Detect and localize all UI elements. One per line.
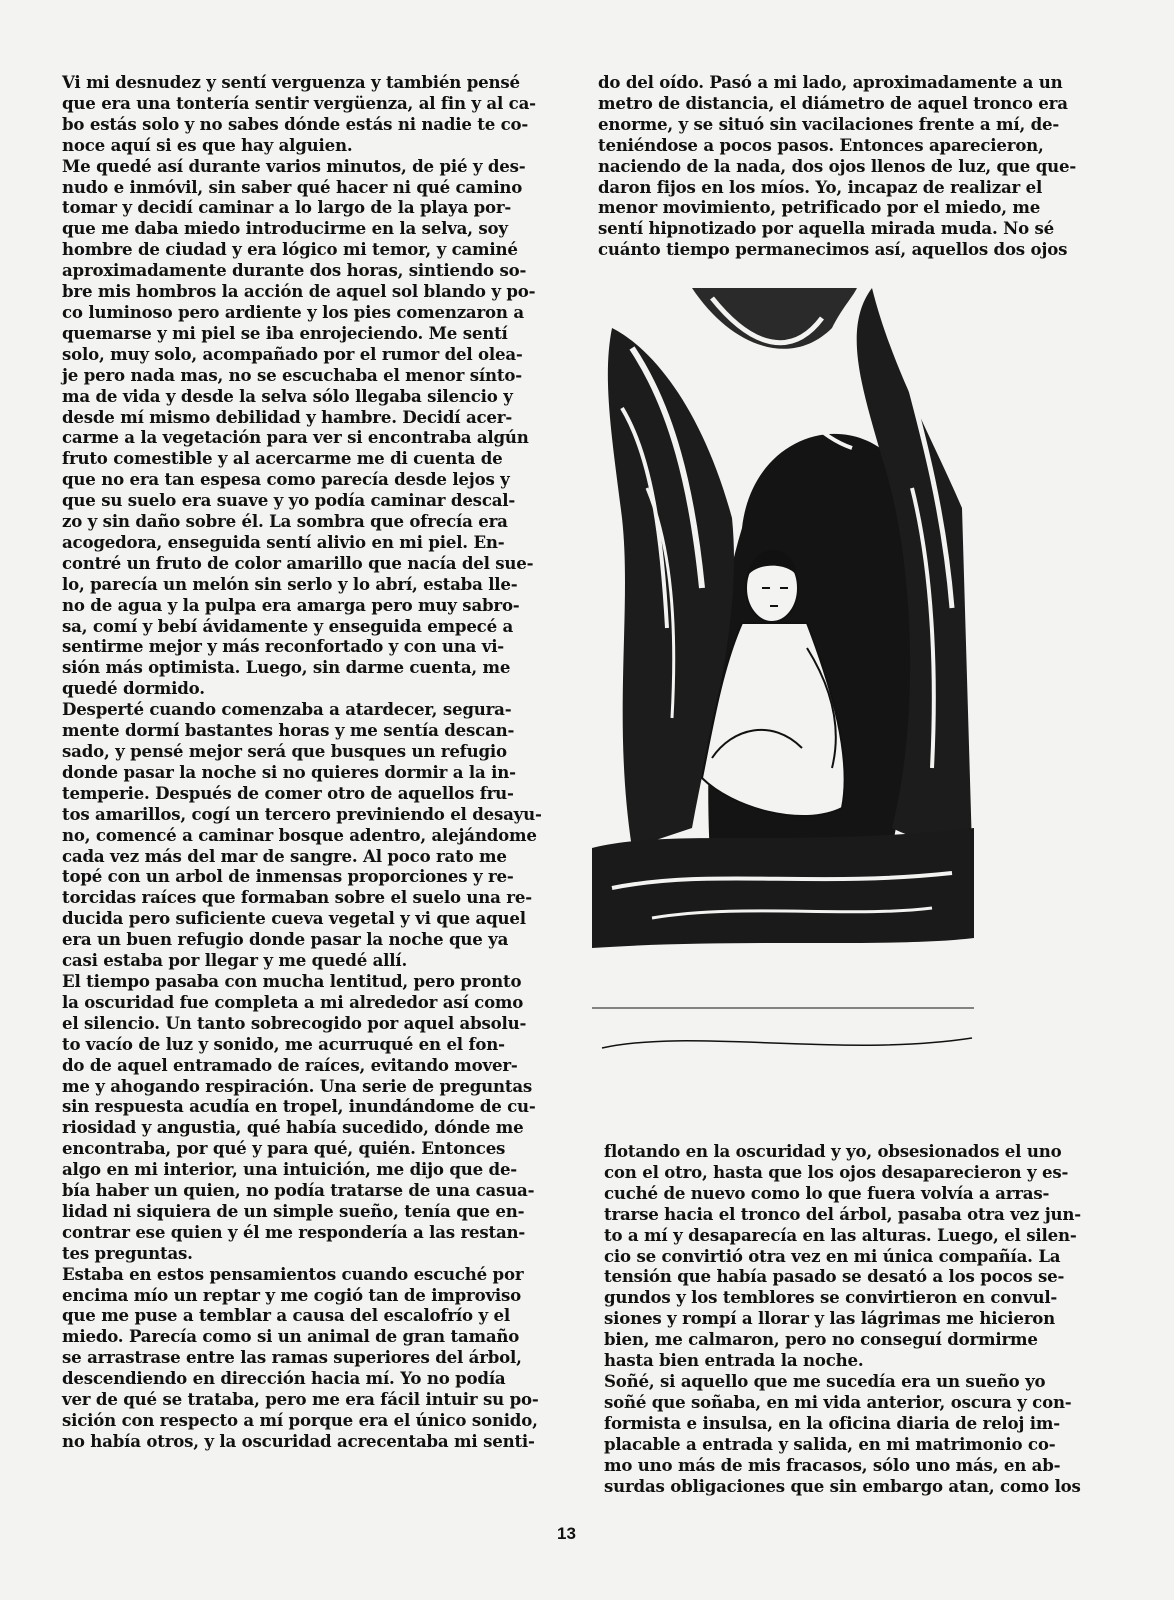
text-column-right-bottom — [604, 1141, 1081, 1496]
text-line: siones y rompí a llorar y las lágrimas me hicieron — [604, 1308, 1055, 1329]
text-line: gundos y los temblores se convirtieron en convul- — [604, 1287, 1058, 1308]
text-line: tensión que había pasado se desató a los pocos se- — [604, 1266, 1065, 1287]
page-number: 13 — [557, 1524, 576, 1543]
text-line: contrar ese quien y él me respondería a las restan- — [62, 1221, 526, 1242]
text-line: acogedora, enseguida sentí alivio en mi piel. En- — [62, 531, 505, 552]
text-line: ma de vida y desde la selva sólo llegaba silencio y — [62, 385, 513, 406]
text-line: bía haber un quien, no podía tratarse de una casua- — [62, 1180, 535, 1201]
text-line: mo uno más de mis fracasos, sólo uno más, en ab- — [604, 1454, 1061, 1475]
text-line: Desperté cuando comenzaba a atardecer, segura- — [62, 699, 512, 720]
text-line: sentirme mejor y más reconfortado y con una vi- — [62, 636, 504, 657]
text-line: formista e insulsa, en la oficina diaria de reloj im- — [604, 1412, 1060, 1433]
text-line: lo, parecía un melón sin serlo y lo abrí, estaba lle- — [62, 573, 518, 594]
text-line: casi estaba por llegar y me quedé allí. — [62, 950, 408, 971]
text-line: sición con respecto a mí porque era el único sonido, — [62, 1410, 538, 1430]
text-line: sin respuesta acudía en tropel, inundándome de cu- — [62, 1096, 536, 1117]
text-line: la oscuridad fue completa a mi alrededor así como — [62, 991, 524, 1012]
text-line: do del oído. Pasó a mi lado, aproximadamente a un — [598, 72, 1063, 92]
text-line: to vacío de luz y sonido, me acurruqué en el fon- — [62, 1033, 505, 1054]
text-line: flotando en la oscuridad y yo, obsesionados el uno — [604, 1141, 1062, 1161]
text-line: bo estás solo y no sabes dónde estás ni nadie te co- — [62, 113, 529, 134]
text-line: je pero nada mas, no se escuchaba el menor sínto- — [62, 364, 522, 385]
text-line: teniéndose a pocos pasos. Entonces aparecieron, — [598, 134, 1044, 155]
text-line: topé con un arbol de inmensas proporciones y re- — [62, 866, 514, 887]
text-line: algo en mi interior, una intuición, me dijo que de- — [62, 1159, 517, 1180]
text-line: menor movimiento, petrificado por el miedo, me — [598, 197, 1041, 218]
text-line: bien, me calmaron, pero no conseguí dormirme — [604, 1329, 1038, 1350]
text-line: tes preguntas. — [62, 1242, 193, 1263]
text-line: bre mis hombros la acción de aquel sol blando y po- — [62, 281, 536, 302]
text-line: tomar y decidí caminar a lo largo de la playa por- — [62, 197, 512, 218]
text-line: surdas obligaciones que sin embargo atan, como los — [604, 1475, 1081, 1496]
text-line: me y ahogando respiración. Una serie de preguntas — [62, 1075, 533, 1096]
text-line: trarse hacia el tronco del árbol, pasaba otra vez jun- — [604, 1203, 1081, 1224]
text-line: sión más optimista. Luego, sin darme cuenta, me — [62, 657, 511, 678]
text-line: co luminoso pero ardiente y los pies comenzaron a — [62, 301, 524, 322]
text-line: Soñé, si aquello que me sucedía era un sueño yo — [604, 1370, 1046, 1391]
text-line: cuánto tiempo permanecimos así, aquellos dos ojos — [598, 239, 1068, 260]
text-column-left — [62, 72, 562, 1452]
text-column-right-top — [598, 72, 1078, 260]
illustration-man-in-tree-roots — [592, 288, 974, 1118]
text-line: que era una tontería sentir vergüenza, al fin y al ca- — [62, 92, 536, 113]
text-line: descendiendo en dirección hacia mí. Yo no podía — [62, 1368, 506, 1389]
text-line: daron fijos en los míos. Yo, incapaz de realizar el — [598, 176, 1043, 197]
text-line: desde mí mismo debilidad y hambre. Decidí acer- — [62, 406, 513, 427]
text-line: encontraba, por qué y para qué, quién. Entonces — [62, 1138, 506, 1159]
text-line: temperie. Después de comer otro de aquellos fru- — [62, 782, 514, 803]
text-line: mente dormí bastantes horas y me sentía descan- — [62, 720, 515, 741]
text-line: era un buen refugio donde pasar la noche que ya — [62, 929, 509, 950]
text-line: el silencio. Un tanto sobrecogido por aquel absolu- — [62, 1012, 527, 1033]
text-line: riosidad y angustia, qué había sucedido, dónde me — [62, 1117, 524, 1138]
text-line: Me quedé así durante varios minutos, de pié y des- — [62, 155, 526, 176]
text-line: solo, muy solo, acompañado por el rumor del olea- — [62, 343, 523, 364]
text-line: naciendo de la nada, dos ojos llenos de luz, que que- — [598, 155, 1077, 176]
text-line: donde pasar la noche si no quieres dormir a la in- — [62, 761, 516, 782]
text-line: El tiempo pasaba con mucha lentitud, pero pronto — [62, 970, 522, 991]
text-line: se arrastrase entre las ramas superiores del árbol, — [62, 1347, 522, 1368]
text-line: cada vez más del mar de sangre. Al poco rato me — [62, 845, 507, 866]
text-line: miedo. Parecía como si un animal de gran tamaño — [62, 1326, 520, 1347]
text-line: sentí hipnotizado por aquella mirada muda. No sé — [598, 218, 1055, 239]
text-line: fruto comestible y al acercarme me di cuenta de — [62, 448, 503, 469]
text-line: que me puse a temblar a causa del escalofrío y el — [62, 1305, 510, 1326]
text-line: cuché de nuevo como lo que fuera volvía a arras- — [604, 1182, 1050, 1203]
text-line: aproximadamente durante dos horas, sintiendo so- — [62, 260, 527, 281]
text-line: que no era tan espesa como parecía desde lejos y — [62, 469, 510, 490]
text-line: quedé dormido. — [62, 678, 205, 699]
text-line: placable a entrada y salida, en mi matrimonio co- — [604, 1433, 1056, 1454]
text-line: Vi mi desnudez y sentí verguenza y también pensé — [62, 72, 520, 92]
text-line: Estaba en estos pensamientos cuando escuché por — [62, 1263, 524, 1284]
text-line: metro de distancia, el diámetro de aquel tronco era — [598, 92, 1068, 113]
text-line: hasta bien entrada la noche. — [604, 1350, 864, 1371]
text-line: do de aquel entramado de raíces, evitando mover- — [62, 1054, 518, 1075]
text-line: enorme, y se situó sin vacilaciones frente a mí, de- — [598, 113, 1060, 134]
text-line: no de agua y la pulpa era amarga pero muy sabro- — [62, 594, 520, 615]
text-line: soñé que soñaba, en mi vida anterior, oscura y con- — [604, 1391, 1072, 1412]
text-line: ver de qué se trataba, pero me era fácil intuir su po- — [62, 1389, 539, 1410]
text-line: encima mío un reptar y me cogió tan de improviso — [62, 1284, 522, 1305]
text-line: contré un fruto de color amarillo que nacía del sue- — [62, 552, 534, 573]
text-line: no, comencé a caminar bosque adentro, alejándome — [62, 824, 537, 845]
text-line: lidad ni siquiera de un simple sueño, tenía que en- — [62, 1200, 525, 1221]
text-line: ducida pero suficiente cueva vegetal y vi que aquel — [62, 908, 526, 929]
text-line: zo y sin daño sobre él. La sombra que ofrecía era — [62, 511, 508, 532]
text-line: que me daba miedo introducirme en la selva, soy — [62, 218, 508, 239]
text-line: hombre de ciudad y era lógico mi temor, y caminé — [62, 239, 518, 260]
text-line: tos amarillos, cogí un tercero previniendo el desayu- — [62, 803, 542, 824]
text-line: no había otros, y la oscuridad acrecentaba mi senti- — [62, 1430, 535, 1451]
text-line: to a mí y desaparecía en las alturas. Luego, el silen- — [604, 1224, 1077, 1245]
text-line: carme a la vegetación para ver si encontraba algún — [62, 427, 529, 448]
text-line: torcidas raíces que formaban sobre el suelo una re- — [62, 887, 532, 908]
text-line: cio se convirtió otra vez en mi única compañía. La — [604, 1245, 1061, 1266]
text-line: nudo e inmóvil, sin saber qué hacer ni qué camino — [62, 176, 523, 197]
text-line: que su suelo era suave y yo podía caminar descal- — [62, 490, 516, 511]
text-line: con el otro, hasta que los ojos desaparecieron y es- — [604, 1161, 1069, 1182]
text-line: noce aquí si es que hay alguien. — [62, 134, 353, 155]
text-line: sa, comí y bebí ávidamente y enseguida empecé a — [62, 615, 514, 636]
text-line: quemarse y mi piel se iba enrojeciendo. Me sentí — [62, 322, 508, 343]
text-line: sado, y pensé mejor será que busques un refugio — [62, 741, 507, 761]
